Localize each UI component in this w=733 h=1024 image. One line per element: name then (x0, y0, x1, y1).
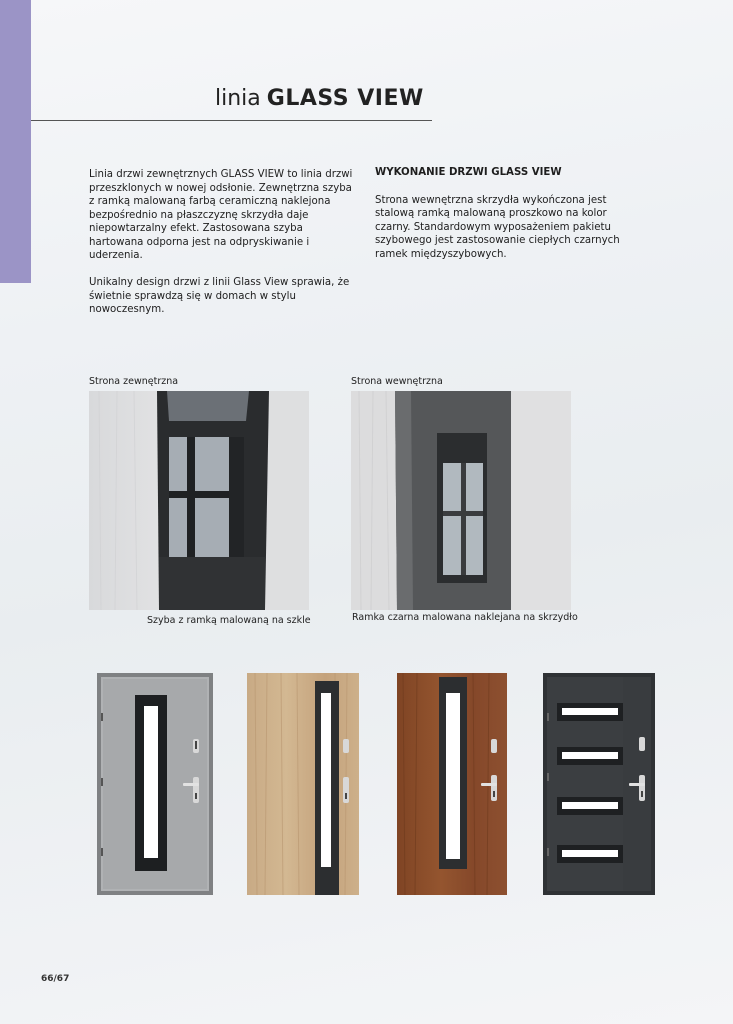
door-grey (97, 673, 215, 899)
construction-heading: WYKONANIE DRZWI GLASS VIEW (375, 167, 562, 178)
exterior-photo-caption: Szyba z ramką malowaną na szkle (147, 615, 311, 626)
title-underline (31, 120, 432, 121)
door-light-oak (247, 673, 361, 899)
exterior-photo-label: Strona zewnętrzna (89, 376, 179, 387)
construction-column (375, 166, 645, 275)
interior-photo-caption: Ramka czarna malowana naklejana na skrzydło (352, 612, 578, 623)
interior-photo-label: Strona wewnętrzna (351, 376, 443, 387)
door-anthracite (543, 673, 657, 899)
accent-tab (0, 0, 31, 283)
page-title (215, 86, 424, 118)
interior-photo (351, 391, 571, 610)
construction-paragraph: Strona wewnętrzna skrzydła wykończona jest stalową ramką malowaną proszkowo na kolor czarny. Standardowym wyposażeniem pakietu szybowego jest zastosowanie ciepłych czarnych ramek międzyszybowych. (375, 194, 620, 260)
intro-paragraph-2: Unikalny design drzwi z linii Glass View sprawia, że świetnie sprawdzą się w domach w stylu nowoczesnym. (89, 277, 350, 315)
page-number: 66/67 (41, 974, 70, 984)
exterior-photo (89, 391, 309, 610)
title-product-name: GLASS VIEW (266, 86, 424, 111)
intro-paragraph-1: Linia drzwi zewnętrznych GLASS VIEW to linia drzwi przeszklonych w nowej odsłonie. Zewnętrzna szyba z ramką malowaną farbą ceramiczną naklejona bezpośrednio na płaszczyznę skrzydła daje niepowtarzalny efekt. Zastosowana szyba hartowana odporna jest na odpryskiwanie i uderzenia. (89, 169, 353, 261)
title-prefix: linia (215, 86, 261, 111)
door-walnut (397, 673, 509, 899)
intro-column (89, 168, 354, 330)
